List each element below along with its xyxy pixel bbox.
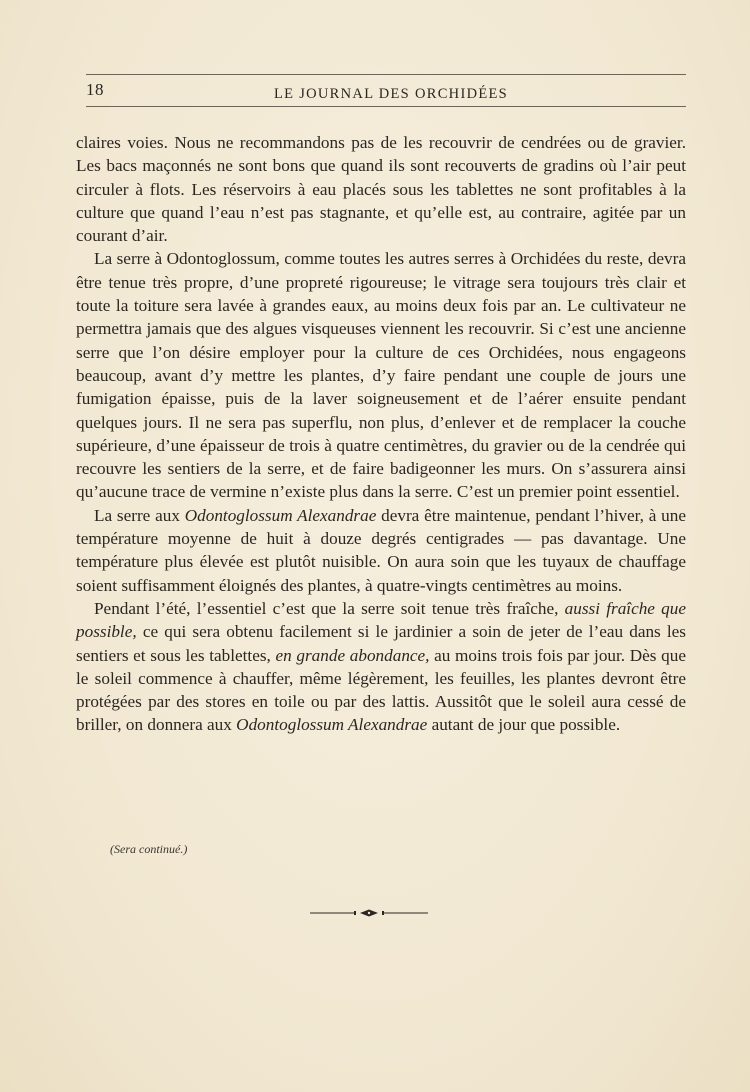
paragraph-4-text-c: au moins trois fois par jour. Dès que le soleil commence à chauffer, même légèrement, les feuilles, les plantes devront être protégées par des stores en toile ou par des lattis. Aussitôt que le soleil aura cessé de briller, on donnera aux — [76, 645, 686, 735]
section-ornament-icon — [310, 906, 428, 920]
species-name-italic: Odontoglossum Alexandrae — [184, 505, 377, 525]
article-body — [76, 131, 686, 737]
journal-title: LE JOURNAL DES ORCHIDÉES — [273, 86, 509, 102]
paragraph-3 — [76, 504, 686, 597]
continued-note: (Sera continué.) — [110, 842, 188, 856]
paragraph-3-text-a: La serre aux — [94, 505, 185, 525]
emphasis-italic-1: aussi fraîche que possible, — [76, 598, 686, 642]
species-name-italic-2: Odontoglossum Alexandrae — [236, 715, 428, 735]
page-number: 18 — [86, 80, 104, 99]
paragraph-2-text: La serre à Odontoglossum, comme toutes les autres serres à Orchidées du reste, devra être tenue très propre, d’une propreté rigoureuse; le vitrage sera toujours très clair et toute la toiture sera lavée à grandes eaux, au moins deux fois par an. Le cultivateur ne permettra jamais que des algues visqueuses viennent les recouvrir. Si c’est une ancienne serre que l’on désire employer pour la culture de ces Orchidées, nous engageons beaucoup, avant d’y mettre les plantes, d’y faire pendant une couple de jours une fumigation épaisse, puis de la laver soigneusement et de l’aérer ensuite pendant quelques jours. Il ne sera pas superflu, non plus, d’enlever et de remplacer la couche supérieure, d’une épaisseur de trois à quatre centimètres, du gravier ou de la cendrée qui recouvre les sentiers de la serre, et de faire badigeonner les murs. On s’assurera ainsi qu’aucune trace de vermine n’existe plus dans la serre. C’est un premier point essentiel. — [76, 249, 686, 502]
emphasis-italic-2: en grande abondance, — [275, 645, 430, 665]
paragraph-4-text-a: Pendant l’été, l’essentiel c’est que la serre soit tenue très fraîche, — [94, 598, 565, 618]
running-head — [86, 80, 686, 106]
paragraph-3-text-b: devra être maintenue, pendant l’hiver, à une température moyenne de huit à douze degrés centigrades — pas davantage. Une température plus élevée est plutôt nuisible. On aura soin que les tuyaux de chauffage soient suffisamment éloignés des plantes, à quatre-vingts centimètres au moins. — [76, 505, 686, 595]
paragraph-4-text-b: ce qui sera obtenu facilement si le jardinier a soin de jeter de l’eau dans les sentiers et sous les tablettes, — [76, 622, 686, 665]
header-rule-top — [86, 74, 686, 75]
paragraph-2 — [76, 247, 686, 503]
paragraph-1-text: claires voies. Nous ne recommandons pas de les recouvrir de cendrées ou de gravier. Les bacs maçonnés ne sont bons que quand ils sont recouverts de gradins où l’air peut circuler à flots. Les réservoirs à eau placés sous les tablettes ne sont profitables à la culture que quand l’eau n’est pas stagnante, et qu’elle est, au contraire, agitée par un courant d’air. — [76, 133, 686, 246]
paragraph-4-text-d: autant de jour que possible. — [427, 715, 621, 735]
paragraph-4 — [76, 597, 686, 737]
header-rule-bottom — [86, 106, 686, 107]
paragraph-1 — [76, 131, 686, 247]
